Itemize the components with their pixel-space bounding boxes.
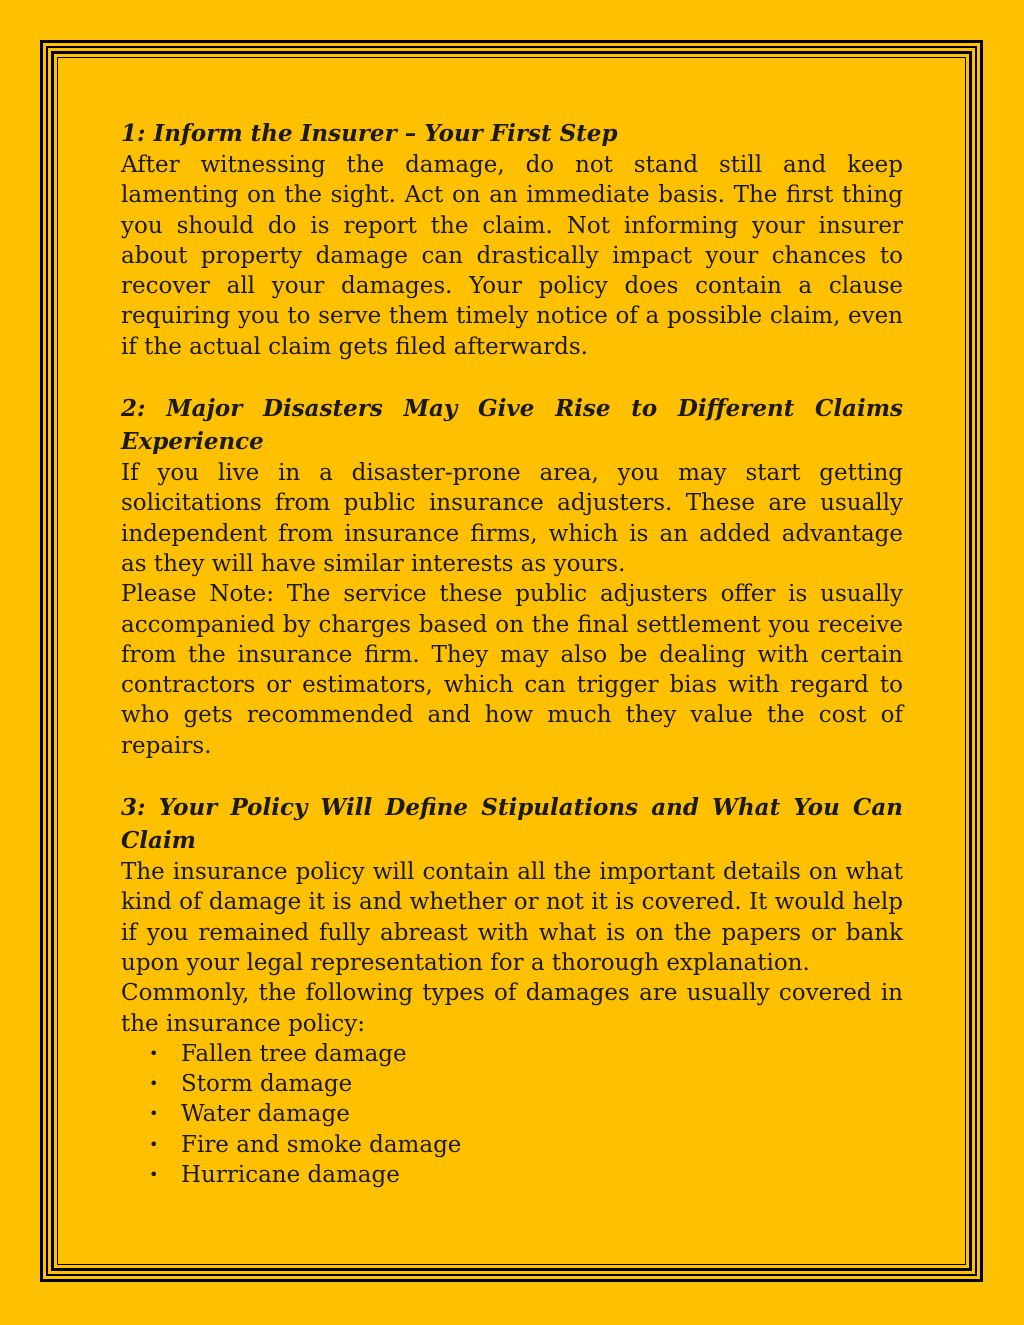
section-paragraph: Commonly, the following types of damages are usually covered in the insurance policy:: [121, 980, 903, 1037]
bullet-icon: •: [149, 1104, 159, 1124]
section-inform-insurer: [121, 117, 903, 362]
section-note-paragraph: Please Note: The service these public adjusters offer is usually accompanied by charges based on the final settlement you receive from the insurance firm. They may also be dealing with certain contractors or estimators, which can trigger bias with regard to who gets recommended and how much they value the cost of repairs.: [121, 581, 903, 759]
document-body: [121, 117, 903, 1220]
list-item-text: Fallen tree damage: [181, 1040, 407, 1067]
section-policy-stipulations: [121, 791, 903, 1190]
list-item: [121, 1099, 903, 1129]
list-item-text: Hurricane damage: [181, 1162, 400, 1189]
section-paragraph: The insurance policy will contain all the important details on what kind of damage it is and whether or not it is covered. It would help if you remained fully abreast with what is on the papers or bank upon your legal representation for a thorough explanation.: [121, 859, 903, 976]
list-item: [121, 1160, 903, 1190]
section-heading: 3: Your Policy Will Define Stipulations and What You Can Claim: [121, 794, 903, 855]
section-heading: 2: Major Disasters May Give Rise to Different Claims Experience: [121, 395, 903, 456]
bullet-icon: •: [149, 1134, 159, 1154]
list-item-text: Fire and smoke damage: [181, 1131, 462, 1158]
bullet-icon: •: [149, 1043, 159, 1063]
list-item: [121, 1130, 903, 1160]
list-item-text: Storm damage: [181, 1071, 353, 1098]
section-heading: 1: Inform the Insurer – Your First Step: [121, 120, 618, 147]
section-paragraph: If you live in a disaster-prone area, you may start getting solicitations from public insurance adjusters. These are usually independent from insurance firms, which is an added advantage as they will have similar interests as yours.: [121, 460, 903, 577]
bullet-icon: •: [149, 1074, 159, 1094]
list-item: [121, 1069, 903, 1099]
bullet-icon: •: [149, 1165, 159, 1185]
list-item-text: Water damage: [181, 1101, 350, 1128]
section-major-disasters: [121, 392, 903, 761]
section-paragraph: After witnessing the damage, do not stand still and keep lamenting on the sight. Act on an immediate basis. The first thing you should do is report the claim. Not informing your insurer about property damage can drastically impact your chances to recover all your damages. Your policy does contain a clause requiring you to serve them timely notice of a possible claim, even if the actual claim gets filed afterwards.: [121, 152, 903, 360]
damage-types-list: [121, 1039, 903, 1190]
list-item: [121, 1039, 903, 1069]
